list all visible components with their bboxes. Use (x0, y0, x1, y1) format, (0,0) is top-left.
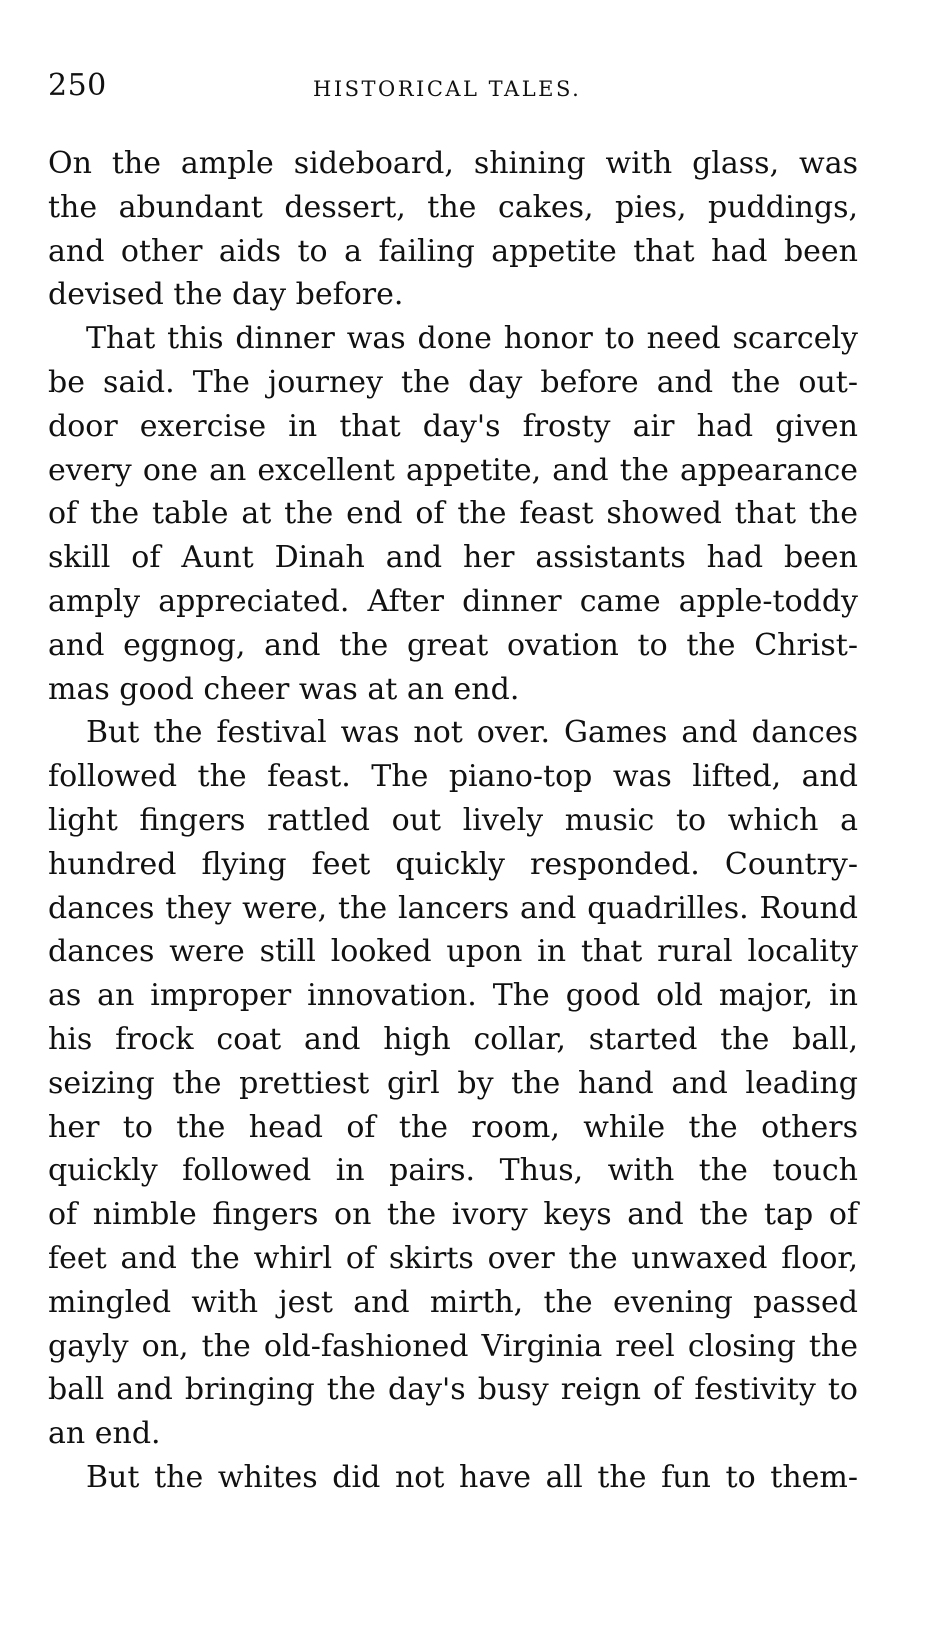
page-number: 250 (48, 68, 107, 103)
text-line: his frock coat and high collar, started the ball, (48, 1021, 858, 1057)
text-line: quickly followed in pairs. Thus, with the touch (48, 1153, 858, 1189)
text-line: every one an excellent appetite, and the appearance (48, 452, 858, 488)
text-line: dances were still looked upon in that rural locality (48, 934, 858, 970)
text-line: ball and bringing the day's busy reign of festivity to (48, 1372, 858, 1408)
text-line: mingled with jest and mirth, the evening passed (48, 1284, 858, 1320)
text-line: as an improper innovation. The good old major, in (48, 978, 858, 1014)
text-line: be said. The journey the day before and the out- (48, 364, 858, 400)
text-line: light fingers rattled out lively music to which a (48, 802, 858, 838)
text-line: On the ample sideboard, shining with glass, was (48, 146, 858, 181)
text-line: gayly on, the old-fashioned Virginia reel closing the (48, 1328, 858, 1364)
text-line: mas good cheer was at an end. (48, 671, 520, 707)
text-line: hundred flying feet quickly responded. Country- (48, 846, 858, 882)
text-line: skill of Aunt Dinah and her assistants had been (48, 540, 858, 576)
text-line: door exercise in that day's frosty air had given (48, 408, 858, 444)
text-line: of the table at the end of the feast showed that the (48, 496, 858, 532)
text-line: devised the day before. (48, 277, 404, 313)
text-line: feet and the whirl of skirts over the unwaxed floor, (48, 1240, 858, 1276)
text-line: followed the feast. The piano-top was lifted, and (48, 759, 858, 795)
page-header (48, 68, 858, 118)
text-line: But the festival was not over. Games and dances (86, 715, 858, 751)
body-text (48, 142, 858, 1500)
text-line: and other aids to a failing appetite that had been (48, 233, 858, 269)
text-line: dances they were, the lancers and quadrilles. Round (48, 890, 858, 926)
text-line: and eggnog, and the great ovation to the Christ- (48, 627, 858, 663)
text-line: That this dinner was done honor to need scarcely (86, 321, 858, 357)
text-line: the abundant dessert, the cakes, pies, puddings, (48, 189, 858, 225)
text-line: her to the head of the room, while the others (48, 1109, 858, 1145)
text-line: an end. (48, 1416, 161, 1452)
text-line: But the whites did not have all the fun to them- (86, 1459, 858, 1495)
running-title: HISTORICAL TALES. (313, 77, 582, 101)
text-line: seizing the prettiest girl by the hand and leading (48, 1065, 858, 1101)
text-line: of nimble fingers on the ivory keys and the tap of (48, 1197, 858, 1233)
text-line: amply appreciated. After dinner came apple-toddy (48, 583, 858, 619)
